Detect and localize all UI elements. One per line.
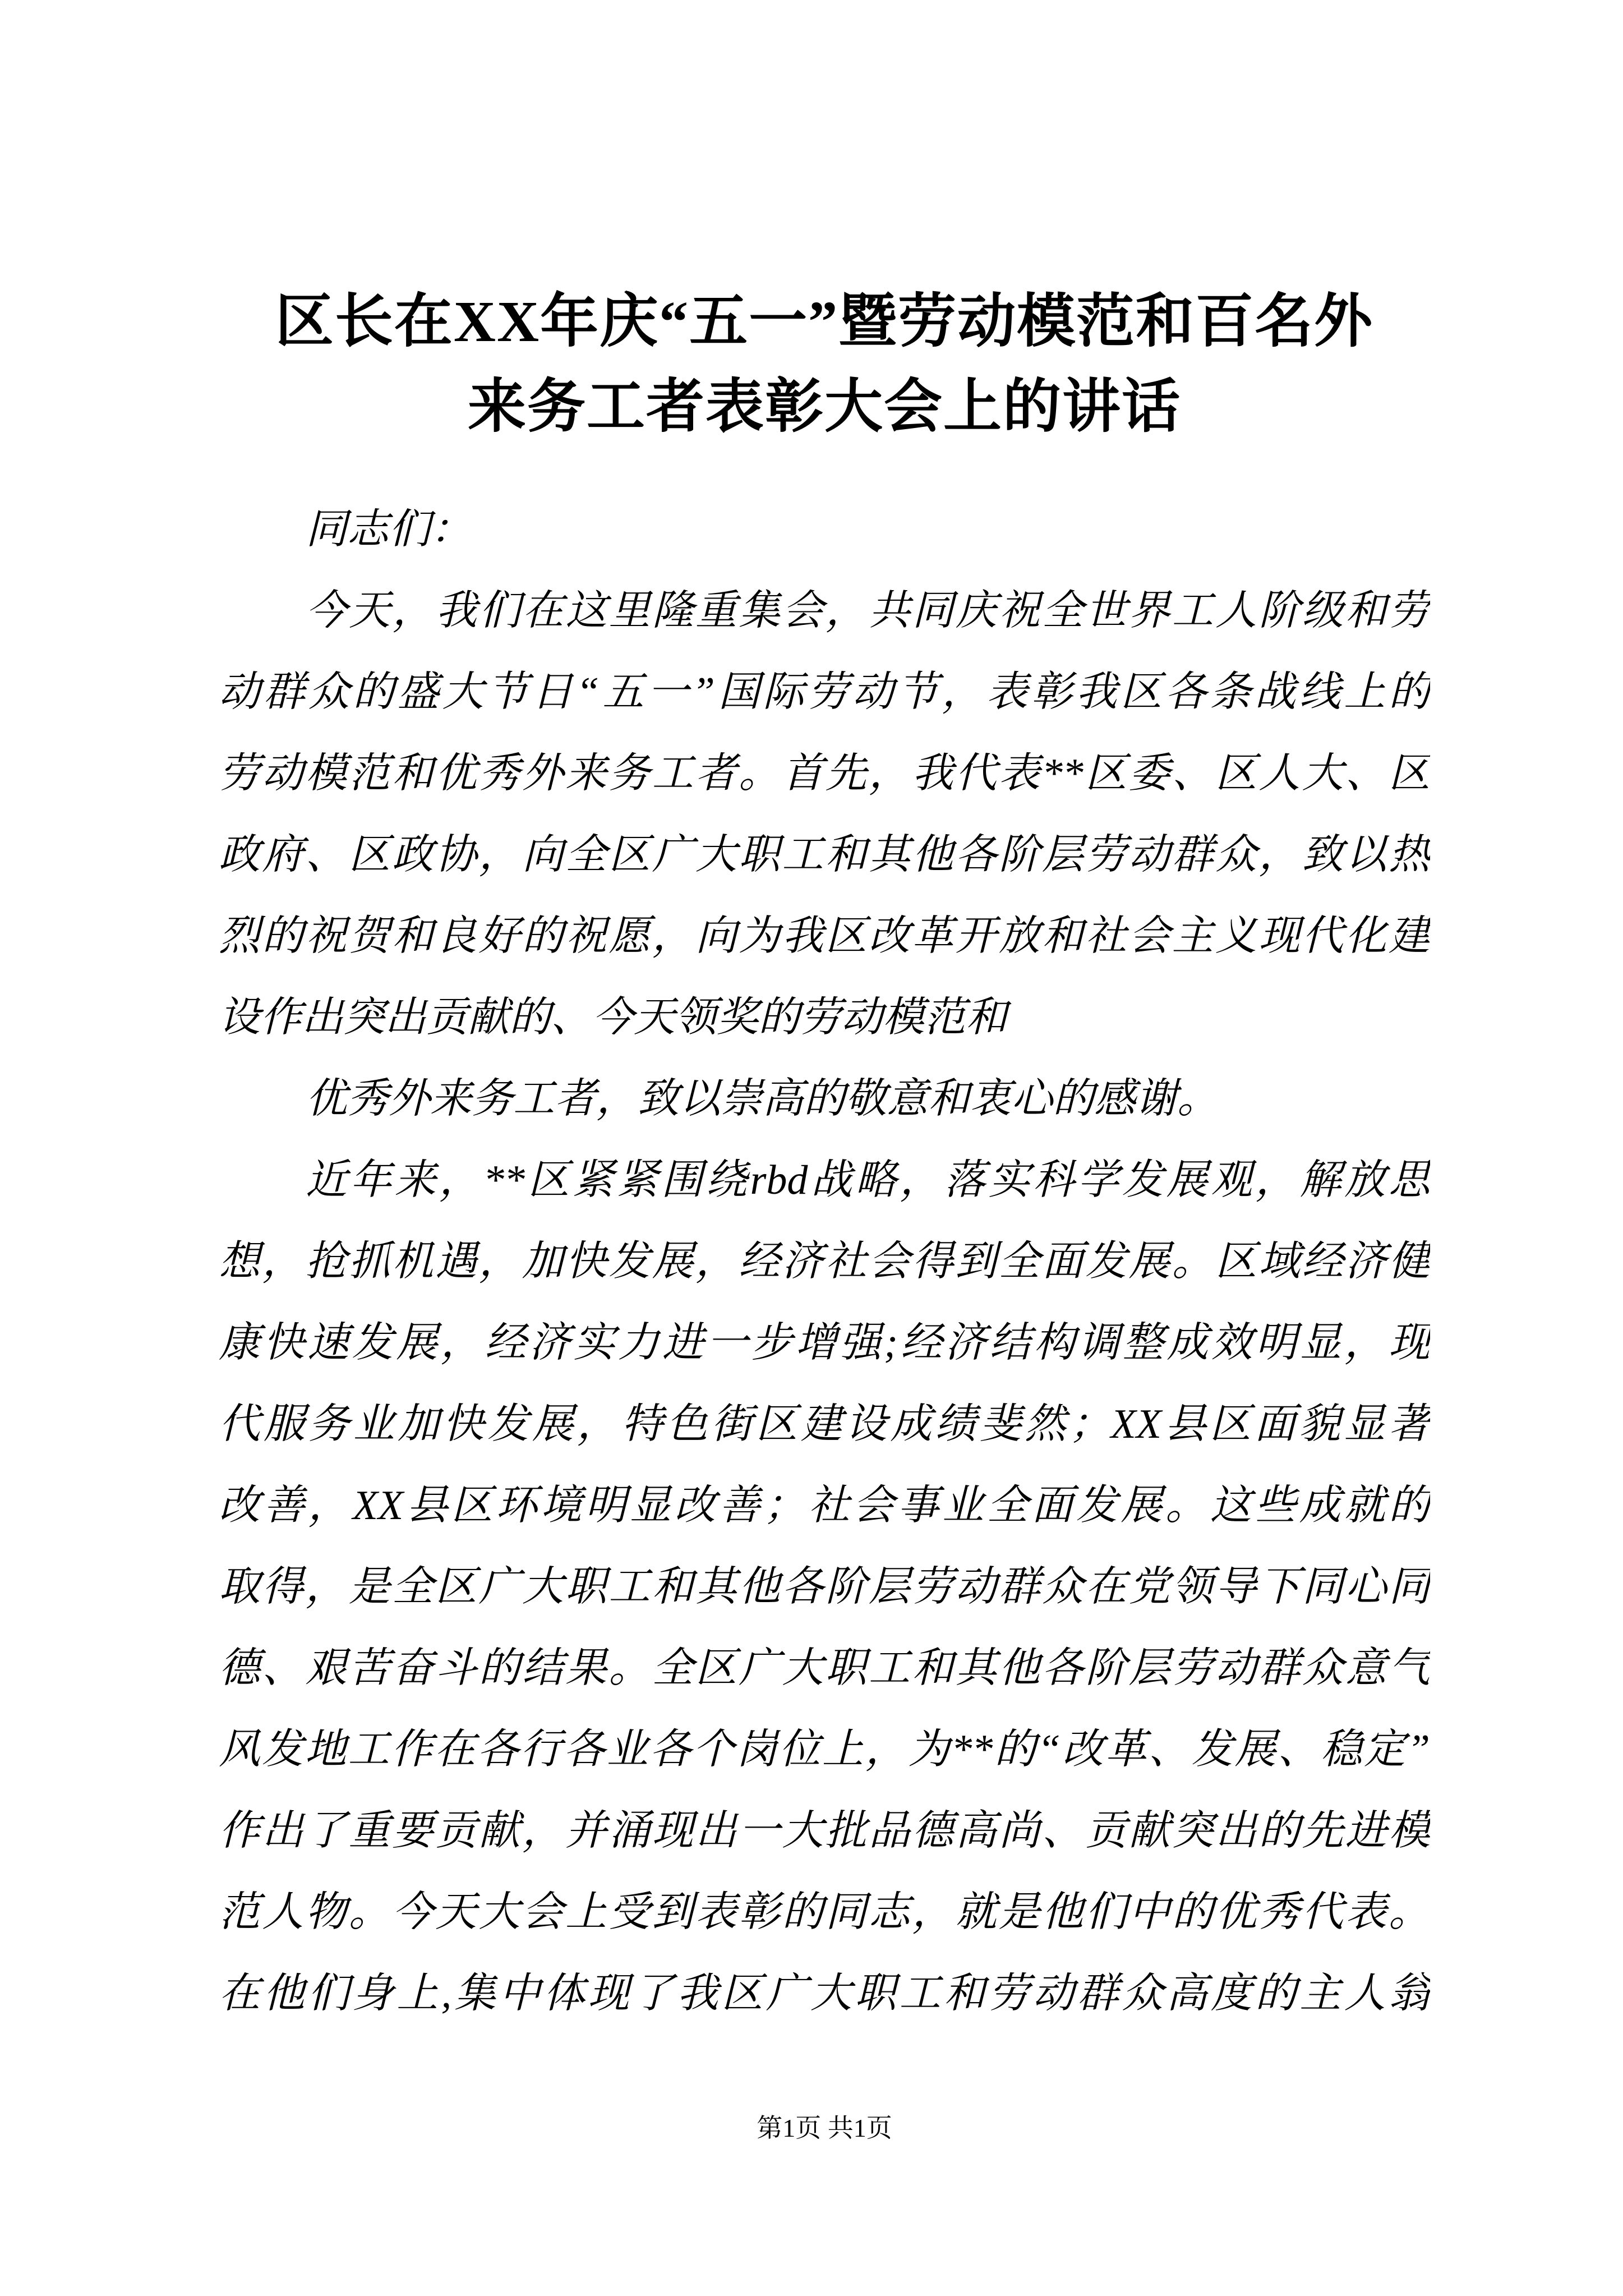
- body-line: 政府、区政协，向全区广大职工和其他各阶层劳动群众，致以热: [219, 831, 1430, 878]
- body-line: 动群众的盛大节日“五一”国际劳动节，表彰我区各条战线上的: [219, 669, 1430, 715]
- page-number-footer: 第1页 共1页: [757, 2114, 892, 2142]
- body-line: 取得，是全区广大职工和其他各阶层劳动群众在党领导下同心同: [219, 1563, 1430, 1610]
- body-line: 风发地工作在各行各业各个岗位上，为**的“改革、发展、稳定”: [219, 1726, 1430, 1773]
- body-line: 作出了重要贡献，并涌现出一大批品德高尚、贡献突出的先进模: [219, 1807, 1430, 1854]
- document-title: [219, 279, 1430, 450]
- body-line: 设作出突出贡献的、今天领奖的劳动模范和: [219, 994, 1007, 1041]
- body-line: 劳动模范和优秀外来务工者。首先，我代表**区委、区人大、区: [219, 750, 1430, 797]
- body-line: 烈的祝贺和良好的祝愿，向为我区改革开放和社会主义现代化建: [219, 913, 1430, 959]
- body-line: 同志们：: [306, 506, 472, 553]
- title-line: 来务工者表彰大会上的讲话: [467, 375, 1181, 439]
- body-line: 今天，我们在这里隆重集会，共同庆祝全世界工人阶级和劳: [306, 587, 1430, 634]
- body-line: 德、艰苦奋斗的结果。全区广大职工和其他各阶层劳动群众意气: [219, 1645, 1430, 1691]
- body-line: 在他们身上,集中体现了我区广大职工和劳动群众高度的主人翁: [219, 1970, 1430, 2017]
- body-line: 想，抢抓机遇，加快发展，经济社会得到全面发展。区域经济健: [219, 1238, 1430, 1285]
- body-line: 优秀外来务工者，致以崇高的敬意和衷心的感谢。: [306, 1075, 1219, 1122]
- title-line: 区长在XX年庆“五一”暨劳动模范和百名外: [275, 289, 1374, 354]
- body-line: 近年来，**区紧紧围绕rbd战略，落实科学发展观，解放思: [306, 1157, 1430, 1203]
- body-line: 改善，XX县区环境明显改善；社会事业全面发展。这些成就的: [219, 1482, 1430, 1529]
- body-line: 范人物。今天大会上受到表彰的同志，就是他们中的优秀代表。: [219, 1889, 1430, 1935]
- body-line: 代服务业加快发展，特色街区建设成绩斐然；XX县区面貌显著: [219, 1401, 1430, 1447]
- document-content: [219, 0, 1430, 2035]
- body-line: 康快速发展，经济实力进一步增强;经济结构调整成效明显，现: [219, 1319, 1430, 1366]
- document-body: [219, 489, 1430, 2035]
